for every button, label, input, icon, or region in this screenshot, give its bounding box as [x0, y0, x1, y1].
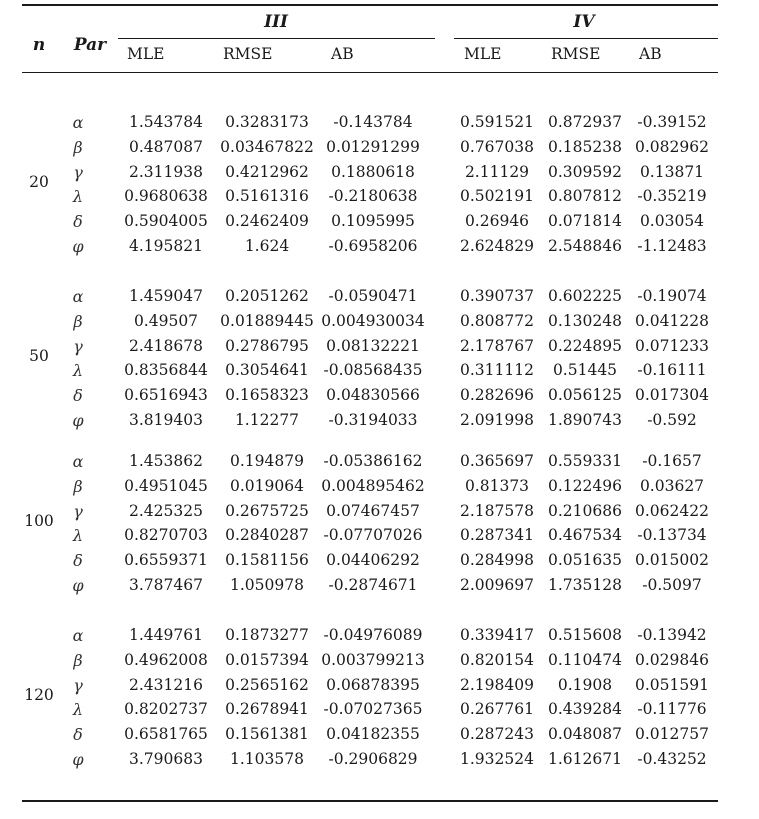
- table-cell-rmse3: 0.3283173: [225, 113, 309, 131]
- n-header: n: [32, 35, 46, 55]
- top-rule: [22, 4, 718, 6]
- table-cell-ab4: 0.029846: [635, 650, 709, 669]
- table-cell-rmse3: 0.1561381: [225, 725, 309, 744]
- parameter-symbol: φ: [72, 750, 84, 769]
- table-cell-mle4: 0.390737: [460, 287, 534, 305]
- table-cell-ab3: 0.04182355: [326, 725, 420, 744]
- table-cell-mle3: 0.9680638: [124, 187, 208, 206]
- table-cell-rmse4: 0.602225: [548, 287, 622, 305]
- table-cell-ab3: 0.07467457: [326, 501, 420, 520]
- table-cell-mle3: 2.425325: [129, 501, 203, 520]
- table-cell-mle4: 0.26946: [464, 212, 530, 231]
- table-cell-ab4: 0.13871: [639, 162, 705, 181]
- sample-size-label: 50: [29, 347, 49, 365]
- table-cell-ab3: -0.2906829: [328, 750, 418, 768]
- table-cell-rmse3: 0.4212962: [225, 162, 309, 181]
- table-cell-rmse3: 0.2565162: [225, 675, 309, 694]
- table-cell-ab4: -0.5097: [642, 576, 702, 594]
- par-header: Par: [73, 35, 107, 55]
- table-cell-rmse3: 0.5161316: [225, 187, 309, 206]
- parameter-symbol: δ: [73, 725, 83, 745]
- table-cell-rmse4: 0.210686: [548, 501, 622, 520]
- table-cell-mle3: 3.790683: [129, 750, 203, 768]
- table-cell-ab3: 0.004930034: [321, 311, 425, 330]
- table-cell-ab3: 0.004895462: [321, 476, 425, 495]
- table-cell-ab3: 0.04406292: [326, 551, 420, 570]
- sample-size-label: 100: [24, 512, 54, 530]
- table-cell-rmse4: 0.559331: [548, 452, 622, 470]
- table-cell-ab4: -0.43252: [637, 750, 707, 768]
- table-cell-ab4: -0.13734: [637, 526, 707, 545]
- table-cell-rmse4: 0.110474: [548, 650, 622, 669]
- table-cell-ab3: -0.3194033: [328, 411, 418, 429]
- table-cell-ab3: 0.08132221: [326, 336, 420, 355]
- parameter-symbol: λ: [72, 361, 84, 381]
- table-cell-mle3: 0.6559371: [124, 551, 208, 570]
- table-cell-ab4: 0.017304: [635, 386, 709, 405]
- table-cell-mle3: 0.5904005: [124, 212, 208, 231]
- table-cell-ab4: 0.012757: [635, 725, 709, 744]
- table-cell-rmse3: 0.2786795: [225, 336, 309, 355]
- table-cell-mle4: 2.198409: [460, 675, 534, 694]
- table-cell-rmse4: 0.185238: [548, 137, 622, 156]
- table-cell-rmse3: 0.3054641: [225, 361, 309, 380]
- table-cell-mle4: 0.311112: [460, 361, 534, 380]
- column-header-mle-iii: MLE: [127, 45, 165, 63]
- parameter-symbol: δ: [73, 386, 83, 406]
- parameter-symbol: α: [72, 113, 84, 132]
- parameter-symbol: β: [73, 311, 83, 331]
- table-cell-ab4: -0.16111: [637, 361, 707, 380]
- parameter-symbol: γ: [73, 162, 83, 182]
- table-cell-rmse3: 1.624: [244, 237, 290, 255]
- table-cell-ab4: -0.11776: [637, 700, 707, 719]
- parameter-symbol: δ: [73, 551, 83, 571]
- table-cell-rmse3: 0.1581156: [225, 551, 309, 570]
- table-cell-mle3: 1.453862: [129, 452, 203, 470]
- table-cell-rmse4: 0.224895: [548, 336, 622, 355]
- parameter-symbol: δ: [73, 212, 83, 232]
- table-cell-mle4: 0.339417: [460, 626, 534, 644]
- table-cell-mle3: 2.311938: [129, 162, 203, 181]
- table-cell-rmse4: 0.056125: [548, 386, 622, 405]
- table-cell-rmse3: 0.01889445: [220, 311, 314, 330]
- parameter-symbol: λ: [72, 700, 84, 720]
- table-cell-mle3: 3.819403: [129, 411, 203, 429]
- table-cell-rmse3: 0.2840287: [225, 526, 309, 545]
- parameter-symbol: λ: [72, 187, 84, 207]
- group-header-iii: III: [264, 12, 288, 32]
- table-cell-ab3: -0.05386162: [323, 452, 423, 470]
- table-cell-mle3: 4.195821: [129, 237, 203, 255]
- table-cell-mle3: 2.418678: [129, 336, 203, 355]
- table-cell-ab3: -0.07707026: [323, 526, 423, 545]
- table-cell-mle3: 0.49507: [133, 311, 199, 330]
- table-cell-rmse4: 0.048087: [548, 725, 622, 744]
- table-cell-ab4: 0.082962: [635, 137, 709, 156]
- table-cell-mle3: 1.449761: [129, 626, 203, 644]
- table-cell-ab3: -0.2180638: [328, 187, 418, 206]
- table-cell-ab4: -0.13942: [637, 626, 707, 644]
- table-cell-mle4: 0.284998: [460, 551, 534, 570]
- table-cell-rmse3: 1.050978: [230, 576, 304, 594]
- table-cell-rmse3: 0.2675725: [225, 501, 309, 520]
- table-cell-ab3: -0.0590471: [328, 287, 418, 305]
- table-cell-rmse4: 2.548846: [548, 237, 622, 255]
- table-cell-rmse4: 0.1908: [557, 675, 613, 694]
- table-cell-ab4: 0.041228: [635, 311, 709, 330]
- table-cell-mle3: 0.6516943: [124, 386, 208, 405]
- table-cell-rmse3: 0.2051262: [225, 287, 309, 305]
- table-cell-rmse4: 0.051635: [548, 551, 622, 570]
- table-cell-ab4: -0.592: [647, 411, 697, 429]
- table-cell-rmse4: 1.612671: [548, 750, 622, 768]
- parameter-symbol: β: [73, 650, 83, 670]
- table-cell-mle4: 0.287243: [460, 725, 534, 744]
- table-cell-ab3: 0.01291299: [326, 137, 420, 156]
- table-cell-mle4: 0.365697: [460, 452, 534, 470]
- table-cell-rmse4: 1.735128: [548, 576, 622, 594]
- table-cell-rmse3: 0.1658323: [225, 386, 309, 405]
- table-cell-ab4: -0.19074: [637, 287, 707, 305]
- table-cell-ab3: 0.1880618: [331, 162, 415, 181]
- table-cell-mle4: 0.591521: [460, 113, 534, 131]
- table-cell-ab3: 0.003799213: [321, 650, 425, 669]
- table-cell-rmse3: 0.1873277: [225, 626, 309, 644]
- table-cell-mle3: 3.787467: [129, 576, 203, 594]
- table-cell-mle4: 0.502191: [460, 187, 534, 206]
- table-cell-ab4: -0.35219: [637, 187, 707, 206]
- table-cell-ab3: -0.2874671: [328, 576, 418, 594]
- table-cell-mle4: 0.767038: [460, 137, 534, 156]
- table-cell-rmse4: 0.515608: [548, 626, 622, 644]
- parameter-symbol: α: [72, 452, 84, 471]
- table-cell-mle3: 0.487087: [129, 137, 203, 156]
- table-cell-rmse3: 0.2678941: [225, 700, 309, 719]
- table-cell-rmse4: 0.309592: [548, 162, 622, 181]
- parameter-symbol: α: [72, 287, 84, 306]
- table-cell-rmse3: 0.2462409: [225, 212, 309, 231]
- table-cell-mle3: 2.431216: [129, 675, 203, 694]
- table-cell-mle4: 0.287341: [460, 526, 534, 545]
- table-cell-ab3: -0.6958206: [328, 237, 418, 255]
- parameter-symbol: α: [72, 626, 84, 645]
- parameter-symbol: φ: [72, 237, 84, 256]
- column-header-mle-iv: MLE: [464, 45, 502, 63]
- group-header-iv: IV: [573, 12, 595, 32]
- table-cell-mle4: 0.81373: [464, 476, 530, 495]
- table-cell-rmse4: 0.872937: [548, 113, 622, 131]
- table-cell-ab4: 0.062422: [635, 501, 709, 520]
- table-cell-mle4: 2.091998: [460, 411, 534, 429]
- table-cell-rmse4: 1.890743: [548, 411, 622, 429]
- table-cell-mle3: 0.6581765: [124, 725, 208, 744]
- table-cell-ab4: 0.03627: [639, 476, 705, 495]
- table-cell-ab3: -0.08568435: [323, 361, 423, 380]
- table-cell-mle3: 0.8270703: [124, 526, 208, 545]
- parameter-symbol: γ: [73, 501, 83, 521]
- parameter-symbol: φ: [72, 576, 84, 595]
- bottom-rule: [22, 800, 718, 802]
- table-cell-ab4: 0.051591: [635, 675, 709, 694]
- table-cell-ab4: 0.071233: [635, 336, 709, 355]
- table-cell-rmse4: 0.51445: [552, 361, 618, 380]
- table-cell-rmse3: 0.03467822: [220, 137, 314, 156]
- table-cell-mle4: 1.932524: [460, 750, 534, 768]
- table-cell-mle3: 1.543784: [129, 113, 203, 131]
- table-cell-ab4: -0.39152: [637, 113, 707, 131]
- table-cell-mle4: 0.820154: [460, 650, 534, 669]
- table-cell-rmse4: 0.467534: [548, 526, 622, 545]
- table-cell-mle3: 0.4962008: [124, 650, 208, 669]
- sample-size-label: 120: [24, 686, 54, 704]
- table-cell-mle4: 0.282696: [460, 386, 534, 405]
- parameter-symbol: γ: [73, 675, 83, 695]
- parameter-symbol: γ: [73, 336, 83, 356]
- table-cell-mle4: 2.178767: [460, 336, 534, 355]
- column-header-rmse-iv: RMSE: [551, 45, 601, 63]
- table-cell-mle4: 2.187578: [460, 501, 534, 520]
- table-cell-ab4: 0.03054: [639, 212, 705, 231]
- table-cell-rmse3: 0.019064: [230, 476, 304, 495]
- table-cell-rmse4: 0.071814: [548, 212, 622, 231]
- table-cell-mle3: 0.8356844: [124, 361, 208, 380]
- parameter-symbol: β: [73, 476, 83, 496]
- table-cell-mle4: 2.009697: [460, 576, 534, 594]
- table-cell-ab4: -1.12483: [637, 237, 707, 255]
- table-cell-mle4: 2.624829: [460, 237, 534, 255]
- table-cell-mle4: 0.808772: [460, 311, 534, 330]
- table-cell-rmse4: 0.439284: [548, 700, 622, 719]
- table-cell-ab3: 0.06878395: [326, 675, 420, 694]
- column-header-rmse-iii: RMSE: [223, 45, 273, 63]
- column-header-ab-iv: AB: [639, 45, 662, 63]
- table-cell-ab3: -0.143784: [333, 113, 413, 131]
- table-cell-rmse3: 0.194879: [230, 452, 304, 470]
- column-header-ab-iii: AB: [331, 45, 354, 63]
- header-rule: [22, 72, 718, 73]
- group-rule-iii: [118, 38, 435, 39]
- table-cell-ab3: -0.04976089: [323, 626, 423, 644]
- table-cell-mle3: 1.459047: [129, 287, 203, 305]
- table-cell-mle4: 2.11129: [464, 162, 530, 181]
- table-cell-rmse4: 0.122496: [548, 476, 622, 495]
- table-cell-ab4: 0.015002: [635, 551, 709, 570]
- group-rule-iv: [454, 38, 718, 39]
- table-cell-mle3: 0.4951045: [124, 476, 208, 495]
- table-cell-mle4: 0.267761: [460, 700, 534, 719]
- table-cell-ab3: -0.07027365: [323, 700, 423, 719]
- table-cell-rmse3: 0.0157394: [225, 650, 309, 669]
- table-cell-ab4: -0.1657: [642, 452, 702, 470]
- table-cell-rmse3: 1.12277: [234, 411, 300, 429]
- table-cell-rmse3: 1.103578: [230, 750, 304, 768]
- table-cell-ab3: 0.1095995: [331, 212, 415, 231]
- parameter-symbol: λ: [72, 526, 84, 546]
- table-cell-mle3: 0.8202737: [124, 700, 208, 719]
- sample-size-label: 20: [29, 173, 49, 191]
- table-cell-rmse4: 0.807812: [548, 187, 622, 206]
- table-cell-ab3: 0.04830566: [326, 386, 420, 405]
- parameter-symbol: φ: [72, 411, 84, 430]
- parameter-symbol: β: [73, 137, 83, 157]
- table-cell-rmse4: 0.130248: [548, 311, 622, 330]
